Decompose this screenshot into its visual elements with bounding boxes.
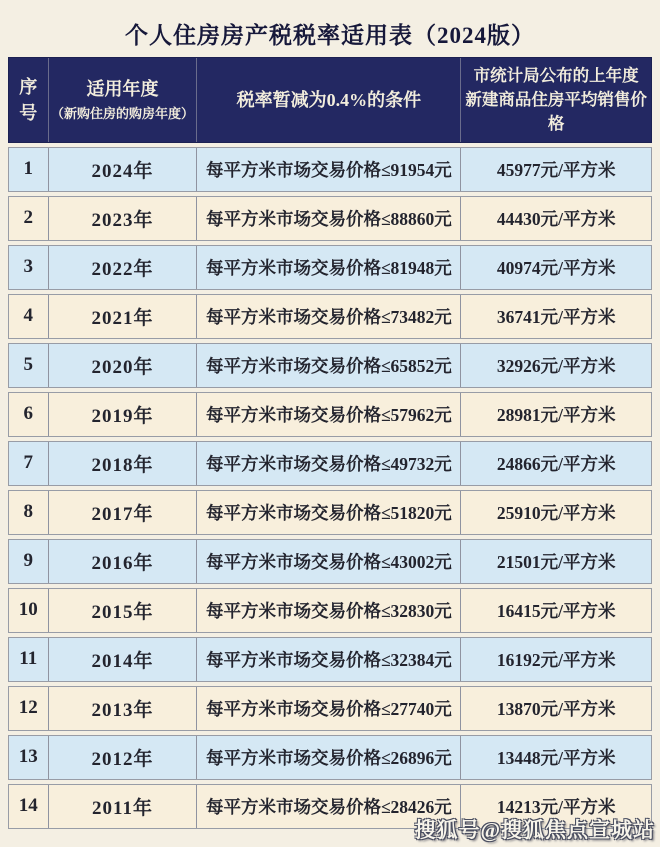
- table-row: [8, 392, 652, 437]
- cell-year: 2023年: [48, 197, 197, 240]
- cell-condition: 每平方米市场交易价格≤43002元: [196, 540, 460, 583]
- cell-year: 2024年: [48, 148, 197, 191]
- cell-condition: 每平方米市场交易价格≤73482元: [196, 295, 460, 338]
- cell-price: 14213元/平方米: [460, 785, 651, 828]
- cell-condition: 每平方米市场交易价格≤51820元: [196, 491, 460, 534]
- cell-year: 2018年: [48, 442, 197, 485]
- table-row: [8, 686, 652, 731]
- cell-condition: 每平方米市场交易价格≤27740元: [196, 687, 460, 730]
- cell-year: 2021年: [48, 295, 197, 338]
- cell-condition: 每平方米市场交易价格≤88860元: [196, 197, 460, 240]
- cell-condition: 每平方米市场交易价格≤26896元: [196, 736, 460, 779]
- cell-serial-number: 5: [23, 354, 33, 376]
- header-applicable-year: [48, 58, 197, 142]
- cell-price: 16415元/平方米: [460, 589, 651, 632]
- cell-year: 2015年: [48, 589, 197, 632]
- cell-serial-number: 7: [23, 452, 33, 474]
- cell-condition: 每平方米市场交易价格≤81948元: [196, 246, 460, 289]
- cell-year: 2020年: [48, 344, 197, 387]
- table-row: [8, 490, 652, 535]
- cell-year: 2017年: [48, 491, 197, 534]
- table-row: [8, 343, 652, 388]
- cell-price: 25910元/平方米: [460, 491, 651, 534]
- table-row: [8, 294, 652, 339]
- cell-year: 2014年: [48, 638, 197, 681]
- cell-price: 32926元/平方米: [460, 344, 651, 387]
- cell-serial-number: 6: [23, 403, 33, 425]
- tax-rate-table: [8, 57, 652, 829]
- cell-year: 2013年: [48, 687, 197, 730]
- cell-price: 21501元/平方米: [460, 540, 651, 583]
- header-average-sale-price-line1: 市统计局公布的上年度: [473, 66, 639, 85]
- cell-condition: 每平方米市场交易价格≤65852元: [196, 344, 460, 387]
- cell-price: 36741元/平方米: [460, 295, 651, 338]
- cell-condition: 每平方米市场交易价格≤57962元: [196, 393, 460, 436]
- header-average-sale-price-line2: 新建商品住房平均销售价格: [465, 89, 647, 133]
- table-row: [8, 735, 652, 780]
- header-average-sale-price: [460, 58, 651, 142]
- table-row: [8, 147, 652, 192]
- cell-year: 2019年: [48, 393, 197, 436]
- cell-price: 13448元/平方米: [460, 736, 651, 779]
- sohu-watermark: 搜狐号@搜狐焦点宣城站: [414, 818, 655, 842]
- cell-condition: 每平方米市场交易价格≤32384元: [196, 638, 460, 681]
- cell-price: 44430元/平方米: [460, 197, 651, 240]
- cell-price: 13870元/平方米: [460, 687, 651, 730]
- cell-year: 2012年: [48, 736, 197, 779]
- cell-price: 16192元/平方米: [460, 638, 651, 681]
- table-header-row: [8, 57, 652, 143]
- cell-condition: 每平方米市场交易价格≤32830元: [196, 589, 460, 632]
- cell-condition: 每平方米市场交易价格≤49732元: [196, 442, 460, 485]
- cell-condition: 每平方米市场交易价格≤91954元: [196, 148, 460, 191]
- header-serial-number-label: 序号: [19, 76, 38, 123]
- table-row: [8, 637, 652, 682]
- cell-serial-number: 9: [23, 550, 33, 572]
- table-row: [8, 245, 652, 290]
- cell-serial-number: 10: [18, 599, 38, 621]
- cell-year: 2016年: [48, 540, 197, 583]
- header-applicable-year-main: 适用年度: [86, 79, 159, 100]
- cell-price: 28981元/平方米: [460, 393, 651, 436]
- page-title: 个人住房房产税税率适用表（2024版）: [125, 23, 535, 48]
- cell-serial-number: 1: [23, 158, 33, 180]
- cell-serial-number: 3: [23, 256, 33, 278]
- header-tax-rate-condition: [196, 58, 460, 142]
- table-row: [8, 588, 652, 633]
- cell-serial-number: 8: [23, 501, 33, 523]
- header-applicable-year-sub: （新购住房的购房年度）: [50, 105, 194, 121]
- cell-serial-number: 11: [19, 648, 38, 670]
- cell-serial-number: 13: [18, 746, 38, 768]
- cell-serial-number: 14: [18, 795, 38, 817]
- cell-year: 2022年: [48, 246, 197, 289]
- table-row: [8, 196, 652, 241]
- header-serial-number: [9, 58, 48, 142]
- cell-serial-number: 12: [18, 697, 38, 719]
- table-row: [8, 441, 652, 486]
- cell-condition: 每平方米市场交易价格≤28426元: [196, 785, 460, 828]
- cell-year: 2011年: [48, 785, 197, 828]
- cell-price: 40974元/平方米: [460, 246, 651, 289]
- table-row: [8, 539, 652, 584]
- cell-serial-number: 2: [23, 207, 33, 229]
- header-tax-rate-condition-label: 税率暂减为0.4%的条件: [236, 89, 422, 110]
- cell-price: 45977元/平方米: [460, 148, 651, 191]
- cell-serial-number: 4: [23, 305, 33, 327]
- cell-price: 24866元/平方米: [460, 442, 651, 485]
